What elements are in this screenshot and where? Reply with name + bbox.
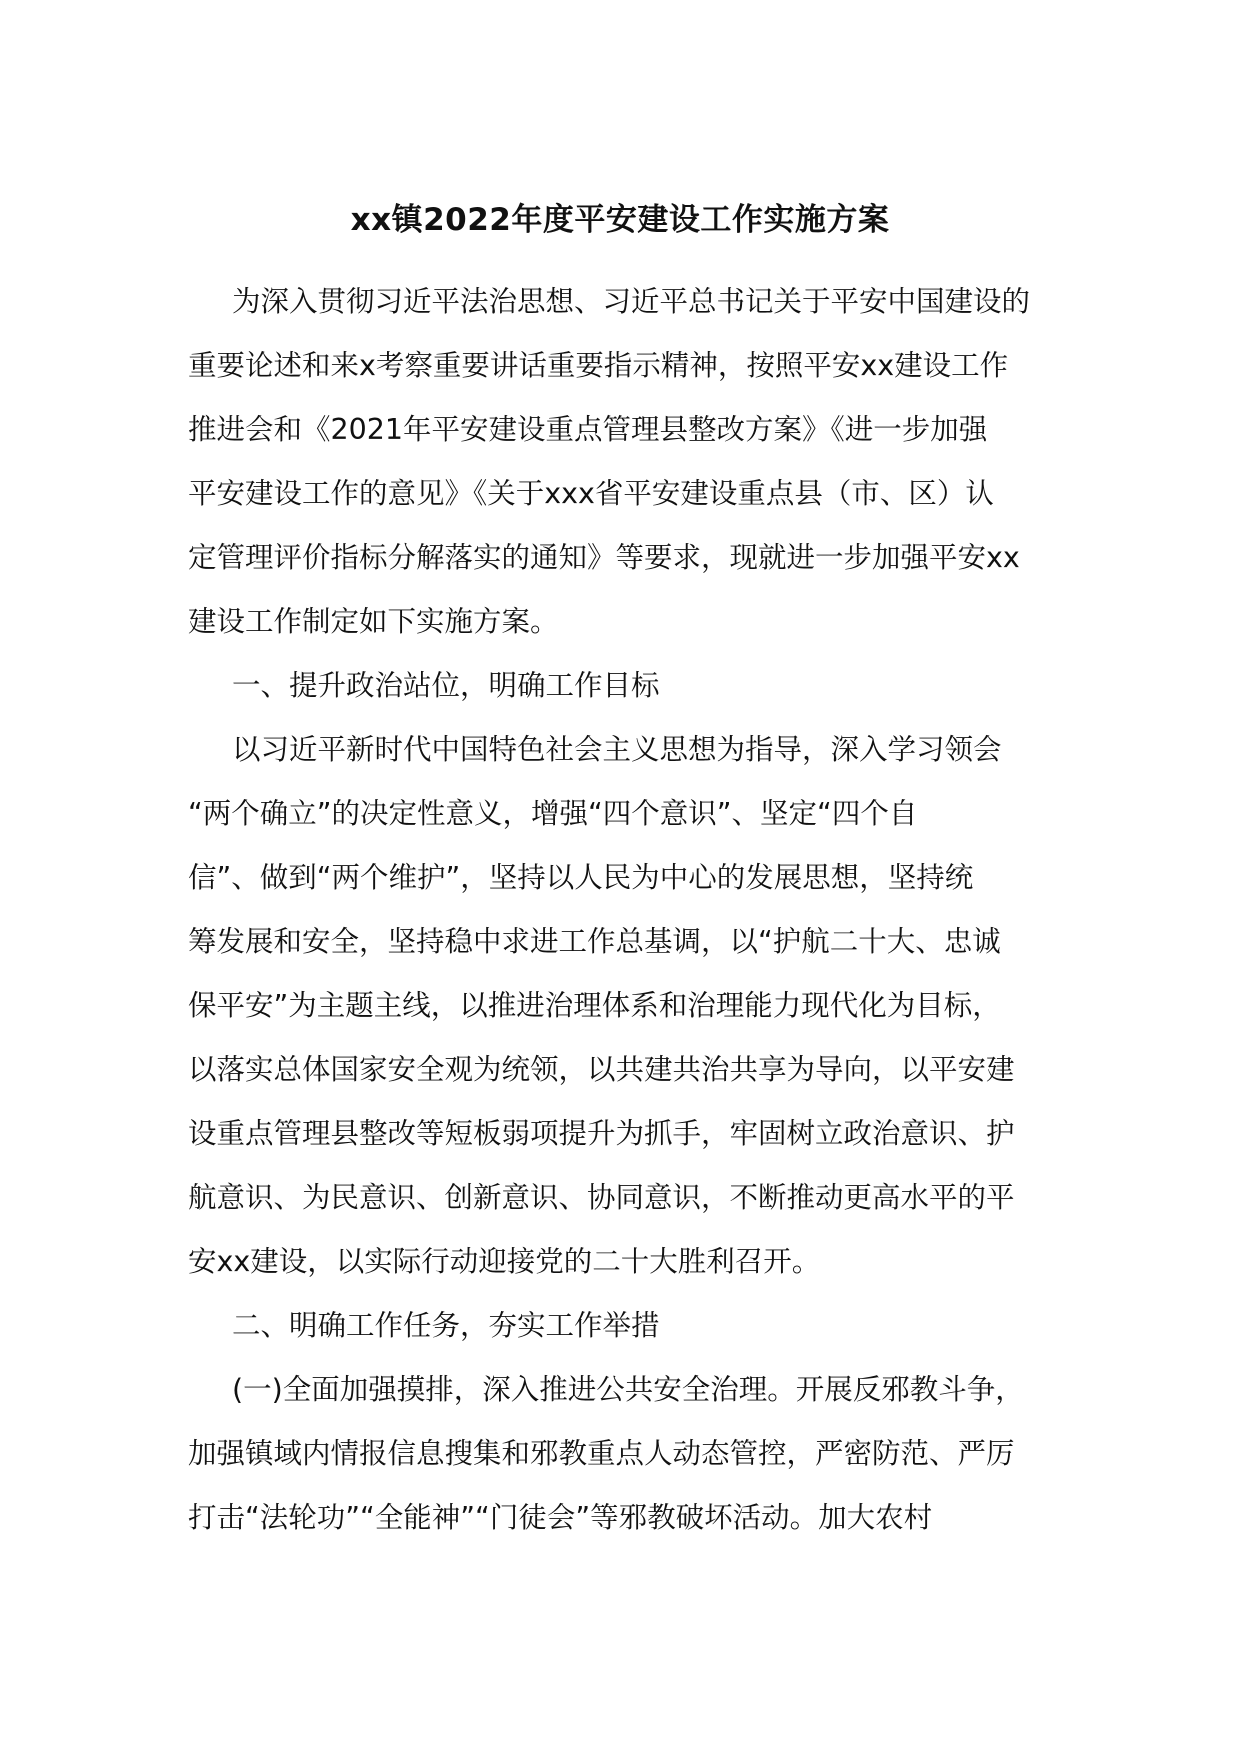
paragraph-1-line-3: 推进会和《2021年平安建设重点管理县整改方案》《进一步加强 [188, 413, 988, 446]
paragraph-2-line-1: 以习近平新时代中国特色社会主义思想为指导，深入学习领会 [232, 733, 1002, 766]
section-heading-2: 二、明确工作任务，夯实工作举措 [232, 1309, 660, 1342]
paragraph-2-line-5: 保平安”为主题主线，以推进治理体系和治理能力现代化为目标， [188, 989, 1001, 1022]
paragraph-2-line-3: 信”、做到“两个维护”，坚持以人民为中心的发展思想，坚持统 [188, 861, 974, 894]
paragraph-2-line-6: 以落实总体国家安全观为统领，以共建共治共享为导向，以平安建 [188, 1053, 1015, 1086]
paragraph-3-line-3: 打击“法轮功”“全能神”“门徒会”等邪教破坏活动。加大农村 [188, 1501, 933, 1534]
paragraph-1-line-4: 平安建设工作的意见》《关于xxx省平安建设重点县（市、区）认 [188, 477, 994, 510]
paragraph-1-line-5: 定管理评价指标分解落实的通知》等要求，现就进一步加强平安xx [188, 541, 1020, 574]
paragraph-1-line-6: 建设工作制定如下实施方案。 [188, 605, 559, 638]
paragraph-1-line-1: 为深入贯彻习近平法治思想、习近平总书记关于平安中国建设的 [232, 285, 1031, 318]
paragraph-2-line-7: 设重点管理县整改等短板弱项提升为抓手，牢固树立政治意识、护 [188, 1117, 1015, 1150]
document-title: xx镇2022年度平安建设工作实施方案 [350, 202, 890, 238]
paragraph-2-line-8: 航意识、为民意识、创新意识、协同意识，不断推动更高水平的平 [188, 1181, 1015, 1214]
paragraph-2-line-9: 安xx建设，以实际行动迎接党的二十大胜利召开。 [188, 1245, 821, 1278]
paragraph-3-line-2: 加强镇域内情报信息搜集和邪教重点人动态管控，严密防范、严厉 [188, 1437, 1015, 1470]
paragraph-1-line-2: 重要论述和来x考察重要讲话重要指示精神，按照平安xx建设工作 [188, 349, 1009, 382]
paragraph-2-line-2: “两个确立”的决定性意义，增强“四个意识”、坚定“四个自 [188, 797, 918, 830]
paragraph-2-line-4: 筹发展和安全，坚持稳中求进工作总基调，以“护航二十大、忠诚 [188, 925, 1001, 958]
section-heading-1: 一、提升政治站位，明确工作目标 [232, 669, 660, 702]
paragraph-3-line-1: (一)全面加强摸排，深入推进公共安全治理。开展反邪教斗争， [232, 1373, 1024, 1406]
